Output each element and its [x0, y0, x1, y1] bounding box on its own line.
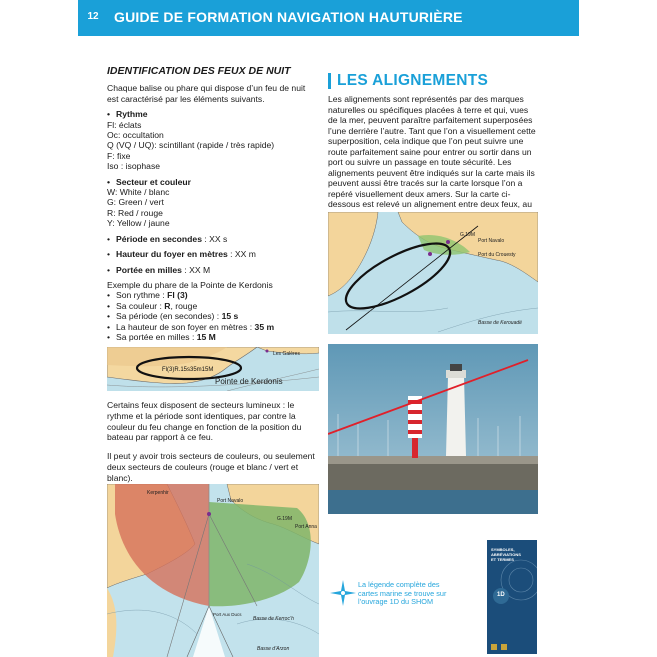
chart-label: Basse de Kerroc’h: [253, 616, 294, 622]
chart-alignement: [328, 212, 538, 334]
list-item: • Son rythme : Fl (3): [107, 290, 319, 300]
legend-note: La légende complète des cartes marine se trouve sur l’ouvrage 1D du SHOM: [358, 580, 447, 606]
photo-alignement: [328, 344, 538, 514]
left-paragraphs: [107, 400, 319, 489]
title-accent-bar: [328, 73, 331, 89]
list-item: F: fixe: [107, 150, 131, 161]
book-cover-shom: [487, 540, 537, 654]
secteur-title: • Secteur et couleur: [107, 177, 319, 187]
page-number: 12: [87, 11, 99, 22]
list-item: Fl: éclats: [107, 119, 142, 130]
secteur-list: [107, 187, 319, 229]
book-title-line: SYMBOLES,: [491, 547, 515, 552]
section-title-alignements: LES ALIGNEMENTS: [337, 72, 489, 89]
list-item: • Sa portée en milles : 15 M: [107, 332, 319, 342]
section-title-feux: IDENTIFICATION DES FEUX DE NUIT: [107, 65, 291, 77]
chart-sectors: [107, 484, 319, 657]
example-title: Exemple du phare de la Pointe de Kerdonis: [107, 279, 273, 290]
list-item: W: White / blanc: [107, 187, 170, 198]
book-title-line: ET TERMES: [491, 557, 514, 562]
list-item: G: Green / vert: [107, 197, 164, 208]
alignements-paragraph: Les alignements sont représentés par des marques naturelles ou spécifiques placées à terre et qui, vues de la mer, peuvent paraître parfaitement superposées l’une derrière l’autre. Tant que l’on a visuellement cette superposition, cela indique que l’on peut suivre une route parfaitement saine pour entrer ou sortir dans un port ou suivre un passage en toute sécurité. Les alignements peuvent être indiqués sur la carte mais ils peuvent aussi être tracés sur la carte lorsque l’on a repéré visuellement deux amers. Sur la carte ci-dessous est relevé un alignement entre deux feux, au: [328, 94, 536, 209]
rythme-title: • Rythme: [107, 109, 319, 119]
chart-kerdonis: [107, 347, 319, 391]
list-item: • Sa couleur : R, rouge: [107, 301, 319, 311]
hauteur-line: • Hauteur du foyer en mètres : XX m: [107, 249, 256, 260]
sectors-paragraph-2: Il peut y avoir trois secteurs de couleurs, ou seulement deux secteurs de couleurs (rouge et blanc / vert et blanc).: [107, 451, 315, 483]
list-item: Q (VQ / UQ): scintillant (rapide / très rapide): [107, 140, 275, 151]
left-column: [107, 66, 319, 342]
sectors-paragraph: Certains feux disposent de secteurs lumineux : le rythme et la période sont identiques, par contre la couleur du feu change en fonction de la position du bateau par rapport à ce feu.: [107, 400, 302, 443]
compass-icon: [330, 580, 356, 606]
chart-sectors-drawing: [107, 484, 319, 657]
section-title-alignements-wrap: [328, 72, 488, 90]
intro-paragraph: Chaque balise ou phare qui dispose d’un feu de nuit est caractérisé par les éléments suivants.: [107, 83, 306, 104]
chart-label: G.19M: [277, 516, 293, 522]
chart-label: Basse d’Arzon: [257, 646, 290, 652]
chart-alignement-drawing: [328, 212, 538, 334]
chart-label: Port Anna: [295, 524, 317, 530]
chart-label: Port Navalo: [217, 498, 244, 504]
book-title-line: ABRÉVIATIONS: [491, 552, 521, 557]
chart-label: Port du Crouesty: [478, 252, 516, 258]
chart-label: Port Aux Ducs: [213, 612, 242, 617]
chart-label: Port Navalo: [478, 238, 505, 244]
chart-label-light: Fl(3)R.15s35m15M: [162, 367, 214, 373]
example-list: [107, 290, 319, 342]
chart-label: Basse de Kerouadé: [478, 320, 522, 326]
header-title: GUIDE DE FORMATION NAVIGATION HAUTURIÈRE: [114, 9, 463, 25]
chart-label: Kerpenhir: [147, 490, 169, 496]
photo-drawing: [328, 344, 538, 514]
rythme-list: [107, 120, 319, 172]
header-bar: [78, 0, 579, 36]
chart-kerdonis-drawing: [107, 347, 319, 391]
list-item: Y: Yellow / jaune: [107, 218, 170, 229]
book-code: 1D: [497, 592, 505, 598]
chart-label: G.19M: [460, 232, 476, 238]
page-header: [0, 0, 657, 36]
list-item: • La hauteur de son foyer en mètres : 35 m: [107, 322, 319, 332]
chart-label-rock: Les Galères: [273, 351, 300, 357]
list-item: • Sa période (en secondes) : 15 s: [107, 311, 319, 321]
portee-line: • Portée en milles : XX M: [107, 264, 211, 275]
list-item: Oc: occultation: [107, 130, 164, 141]
chart-label-place: Pointe de Kerdonis: [215, 377, 283, 386]
list-item: Iso : isophase: [107, 161, 161, 172]
list-item: R: Red / rouge: [107, 207, 163, 218]
periode-line: • Période en secondes : XX s: [107, 233, 228, 244]
